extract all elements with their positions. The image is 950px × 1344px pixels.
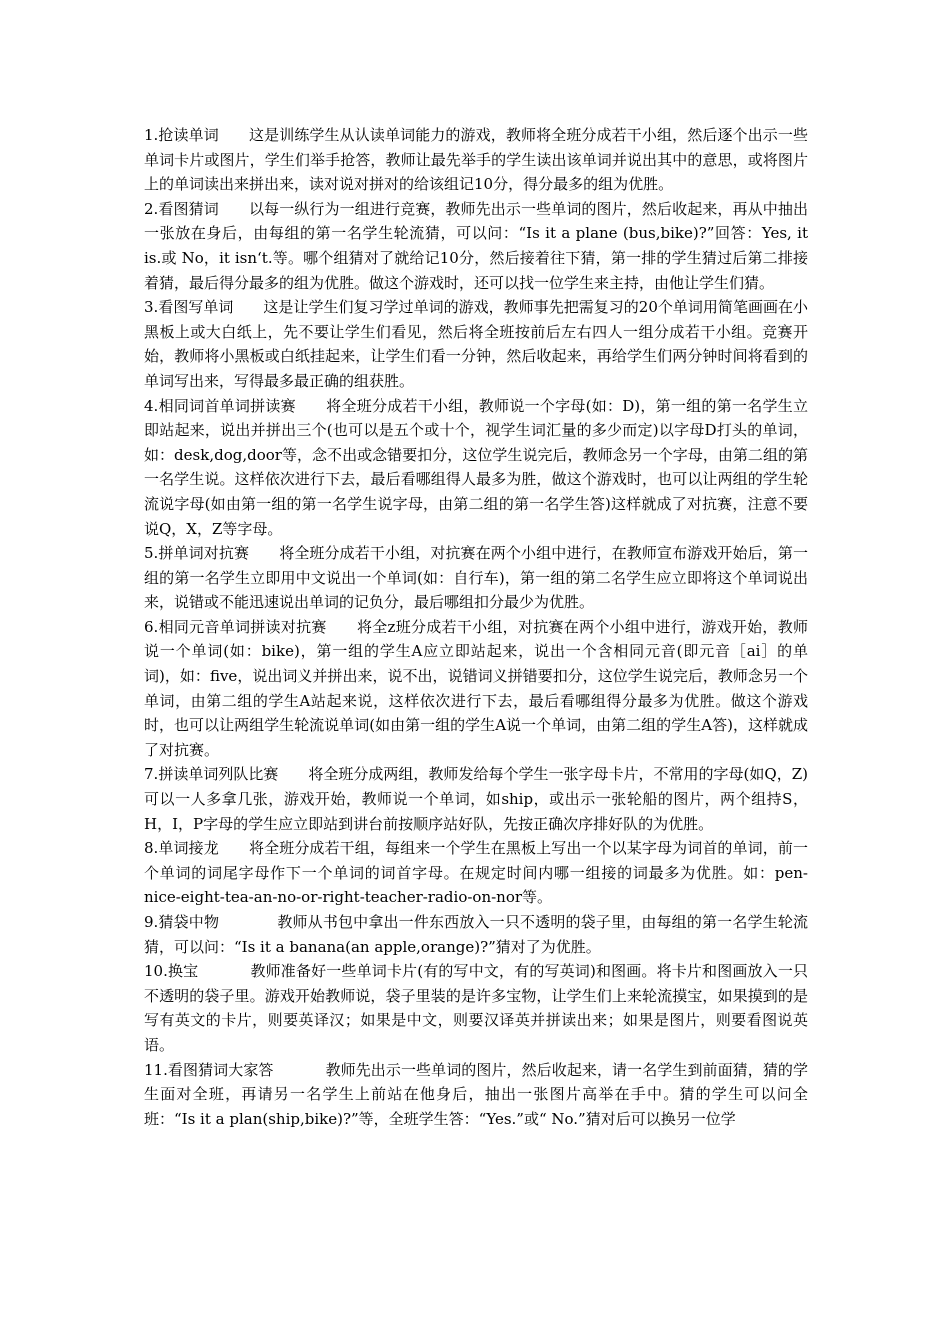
paragraph-9	[144, 910, 808, 959]
paragraph-8-title: 8.单词接龙	[144, 839, 219, 858]
paragraph-1-title: 1.抢读单词	[144, 126, 219, 144]
paragraph-11-body: 教师先出示一些单词的图片，然后收起来，请一名学生到前面猜，猜的学生面对全班，再请另一名学生上前站在他身后，抽出一张图片高举在手中。猜的学生可以问全班：“Is it a plan(ship,bike)?”等，全班学生答：“Yes.”或“ No.”猜对后可以换另一位学	[144, 1060, 808, 1128]
paragraph-10-body: 教师准备好一些单词卡片(有的写中文，有的写英词)和图画。将卡片和图画放入一只不透明的袋子里。游戏开始教师说，袋子里装的是许多宝物，让学生们上来轮流摸宝，如果摸到的是写有英文的卡片，则要英译汉；如果是中文，则要汉译英并拼读出来；如果是图片，则要看图说英语。	[144, 962, 808, 1054]
paragraph-6	[144, 615, 808, 763]
paragraph-5-title: 5.拼单词对抗赛	[144, 544, 250, 563]
paragraph-3	[144, 295, 808, 393]
paragraph-1-body: 这是训练学生从认读单词能力的游戏，教师将全班分成若干小组，然后逐个出示一些单词卡片或图片，学生们举手抢答，教师让最先举手的学生读出该单词并说出其中的意思，或将图片上的单词读出来拼出来，读对说对拼对的给该组记10分，得分最多的组为优胜。	[144, 126, 808, 194]
paragraph-7	[144, 762, 808, 836]
document-page	[144, 123, 808, 1131]
paragraph-8-body: 将全班分成若干组，每组来一个学生在黑板上写出一个以某字母为词首的单词，前一个单词的词尾字母作下一个单词的词首字母。在规定时间内哪一组接的词最多为优胜。如：pen-nice-eight-tea-an-no-or-right-teacher-radio-on-nor等。	[144, 839, 808, 907]
paragraph-10-title: 10.换宝	[144, 962, 199, 981]
paragraph-8	[144, 836, 808, 910]
paragraph-5	[144, 541, 808, 615]
paragraph-6-title: 6.相同元音单词拼读对抗赛	[144, 617, 327, 636]
paragraph-9-body: 教师从书包中拿出一件东西放入一只不透明的袋子里，由每组的第一名学生轮流猜，可以问：“Is it a banana(an apple,orange)?”猜对了为优胜。	[144, 913, 808, 956]
paragraph-9-title: 9.猜袋中物	[144, 913, 220, 931]
paragraph-10	[144, 959, 808, 1057]
paragraph-11	[144, 1058, 808, 1132]
paragraph-2-body: 以每一纵行为一组进行竞赛，教师先出示一些单词的图片，然后收起来，再从中抽出一张放在身后，由每组的第一名学生轮流猜，可以问：“Is it a plane (bus,bike)?”回答：Yes, it is.或 No，it isn‘t.等。哪个组猜对了就给记10分，然后接着往下猜，第一排的学生猜过后第二排接着猜，最后得分最多的组为优胜。做这个游戏时，还可以找一位学生来主持，由他让学生们猜。	[144, 199, 808, 292]
paragraph-11-title: 11.看图猜词大家答	[144, 1060, 274, 1079]
paragraph-6-body: 将全z班分成若干小组，对抗赛在两个小组中进行，游戏开始，教师说一个单词(如：bike)，第一组的学生A应立即站起来，说出一个含相同元音(即元音［ai］的单词)，如：five，说出词义并拼出来，说不出，说错词义拼错要扣分，这位学生说完后，教师念另一个单词，由第二组的学生A站起来说，这样依次进行下去，最后看哪组得分最多为优胜。做这个游戏时，也可以让两组学生轮流说单词(如由第一组的学生A说一个单词，由第二组的学生A答)，这样就成了对抗赛。	[144, 617, 808, 759]
paragraph-4-body: 将全班分成若干小组，教师说一个字母(如：D)，第一组的第一名学生立即站起来，说出并拼出三个(也可以是五个或十个，视学生词汇量的多少而定)以字母D打头的单词，如：desk,dog,door等，念不出或念错要扣分，这位学生说完后，教师念另一个字母，由第二组的第一名学生说。这样依次进行下去，最后看哪组得人最多为胜，做这个游戏时，也可以让两组的学生轮流说字母(如由第一组的第一名学生说字母，由第二组的第一名学生答)这样就成了对抗赛，注意不要说Q，X，Z等字母。	[144, 396, 809, 538]
paragraph-3-body: 这是让学生们复习学过单词的游戏，教师事先把需复习的20个单词用简笔画画在小黑板上或大白纸上，先不要让学生们看见，然后将全班按前后左右四人一组分成若干小组。竞赛开始，教师将小黑板或白纸挂起来，让学生们看一分钟，然后收起来，再给学生们两分钟时间将看到的单词写出来，写得最多最正确的组获胜。	[144, 298, 809, 390]
paragraph-7-body: 将全班分成两组，教师发给每个学生一张字母卡片，不常用的字母(如Q，Z)可以一人多拿几张，游戏开始，教师说一个单词，如ship，或出示一张轮船的图片，两个组持S，H，I，P字母的学生应立即站到讲台前按顺序站好队，先按正确次序排好队的为优胜。	[144, 765, 808, 833]
paragraph-4-title: 4.相同词首单词拼读赛	[144, 396, 296, 415]
paragraph-4	[144, 394, 808, 542]
paragraph-5-body: 将全班分成若干小组，对抗赛在两个小组中进行，在教师宣布游戏开始后，第一组的第一名学生立即用中文说出一个单词(如：自行车)，第一组的第二名学生应立即将这个单词说出来，说错或不能迅速说出单词的记负分，最后哪组扣分最少为优胜。	[144, 544, 808, 612]
paragraph-7-title: 7.拼读单词列队比赛	[144, 765, 279, 784]
paragraph-2	[144, 197, 808, 295]
paragraph-1	[144, 123, 808, 197]
paragraph-2-title: 2.看图猜词	[144, 199, 219, 218]
paragraph-3-title: 3.看图写单词	[144, 298, 234, 317]
